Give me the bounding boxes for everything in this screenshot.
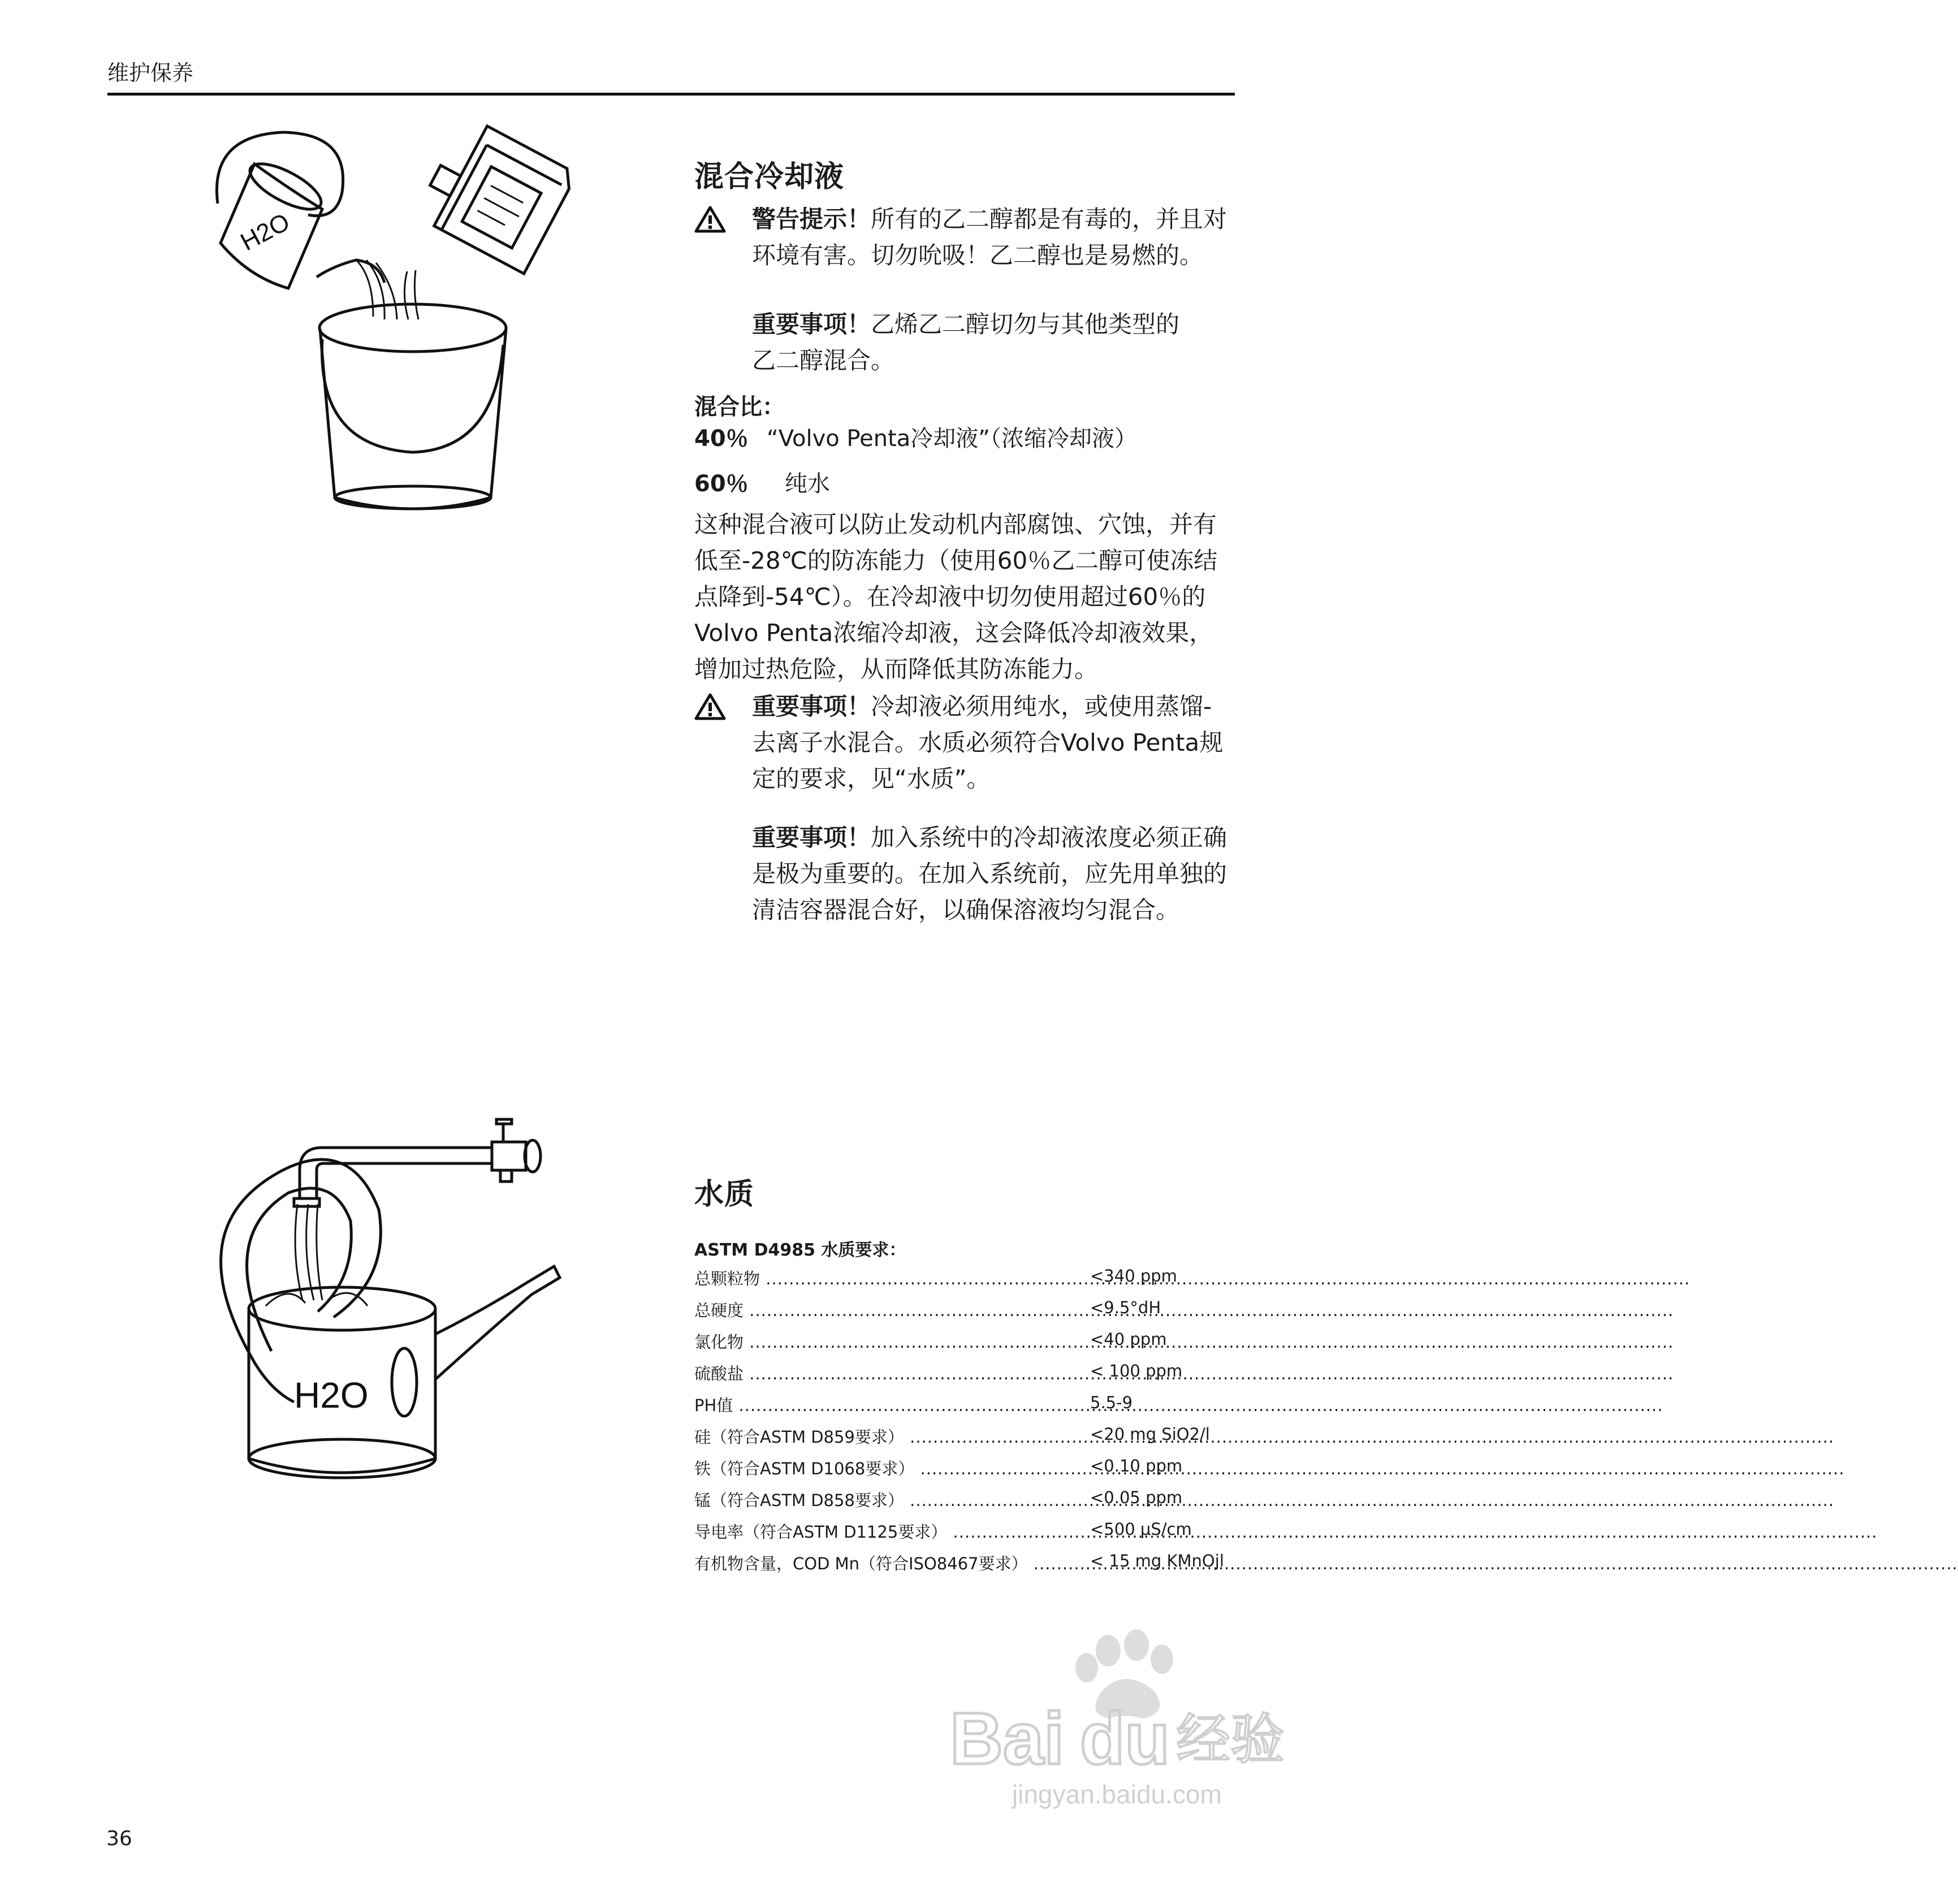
svg-text:Bai: Bai [950,1697,1065,1780]
mix-row-40 [694,421,1137,453]
spec-row [694,1551,1237,1574]
mix-percent-60: 60％ [694,471,749,497]
jug-label: H2O [236,207,295,257]
body-line-2: 低至-28℃的防冻能力（使用60％乙二醇可使冻结 [694,547,1218,574]
warning-line-1: 所有的乙二醇都是有毒的，并且对 [871,205,1227,233]
warning-triangle-icon [694,693,726,720]
body-line-3: 点降到-54℃）。在冷却液中切勿使用超过60％的 [694,583,1206,611]
can-spout [435,1266,560,1379]
warning-line-2: 环境有害。切勿吮吸！乙二醇也是易燃的。 [752,241,1204,269]
spec-value: <20 mg SiO2/l [1090,1425,1210,1444]
header-title: 维护保养 [107,60,194,85]
warning-paragraph [752,201,1227,274]
page-number: 36 [106,1827,132,1850]
spec-row [694,1520,1237,1542]
bucket-rim [319,304,506,352]
can-label: H2O [294,1375,369,1416]
spec-row [694,1393,1237,1416]
coolant-mixing-illustration [187,124,616,531]
spec-value: <0.10 ppm [1090,1456,1183,1475]
bucket-body [320,329,506,509]
spec-label: 铁（符合ASTM D1068要求） ..... [694,1456,1080,1479]
svg-text:经验: 经验 [1176,1708,1285,1771]
spec-value: <40 ppm [1090,1330,1167,1349]
important-1-line-2: 乙二醇混合。 [752,347,895,374]
spec-row [694,1456,1237,1479]
spec-value: < 100 ppm [1090,1361,1183,1381]
spec-row [694,1488,1237,1511]
important-2-line-2: 去离子水混合。水质必须符合Volvo Penta规 [752,729,1224,756]
important-label-1: 重要事项！ [752,310,871,338]
water-stream [295,1204,322,1300]
coolant-section-title: 混合冷却液 [694,160,845,194]
water-quality-title: 水质 [694,1178,755,1211]
body-line-4: Volvo Penta浓缩冷却液，这会降低冷却液效果， [694,619,1213,647]
mix-text-40: “Volvo Penta冷却液”（浓缩冷却液） [767,426,1137,452]
warning-triangle-icon [694,206,726,233]
water-filling-illustration [187,1097,639,1492]
spec-row [694,1266,1237,1289]
important-2-line-3: 定的要求，见“水质”。 [752,765,991,793]
spec-row [694,1425,1237,1447]
body-line-5: 增加过热危险，从而降低其防冻能力。 [694,655,1099,683]
baidu-watermark-logo [939,1628,1285,1809]
spec-value: <500 μS/cm [1090,1520,1192,1539]
important-3-line-1: 加入系统中的冷却液浓度必须正确 [871,824,1227,851]
spec-label: 总硬度 ..... [694,1298,1080,1321]
jug-handle [217,132,343,216]
important-label-2: 重要事项！ [752,693,871,720]
spec-label: 硅（符合ASTM D859要求） ..... [694,1425,1080,1448]
svg-text:du: du [1080,1697,1170,1780]
important-note-2 [752,689,1223,797]
important-1-line-1: 乙烯乙二醇切勿与其他类型的 [871,310,1180,338]
coolant-stream [404,270,418,319]
mix-ratio-label: 混合比： [694,394,785,420]
coolant-bottle [414,115,577,274]
important-2-line-1: 冷却液必须用纯水，或使用蒸馏- [871,693,1212,720]
coolant-body-paragraph [694,507,1217,687]
spec-value: <340 ppm [1090,1266,1177,1286]
warning-label: 警告提示！ [752,205,871,233]
spec-value: <9.5°dH [1090,1298,1161,1317]
spec-label: 总颗粒物 ..... [694,1266,1080,1289]
important-label-3: 重要事项！ [752,824,871,851]
spec-value: <0.05 ppm [1090,1488,1183,1507]
spec-label: 导电率（符合ASTM D1125要求） ..... [694,1520,1080,1543]
important-note-3 [752,820,1227,928]
spec-label: 锰（符合ASTM D858要求） ..... [694,1488,1080,1511]
mix-text-60: 纯水 [785,471,830,497]
important-3-line-2: 是极为重要的。在加入系统前，应先用单独的 [752,860,1227,888]
spec-row [694,1361,1237,1384]
mix-percent-40: 40％ [694,426,749,452]
spec-label: 硫酸盐 ..... [694,1361,1080,1384]
spec-row [694,1330,1237,1352]
header-rule [107,93,1235,96]
important-note-1 [752,306,1179,379]
mix-row-60 [694,466,830,498]
water-spec-title: ASTM D4985 水质要求： [694,1240,906,1260]
bucket-handle [322,339,503,452]
important-3-line-3: 清洁容器混合好，以确保溶液均匀混合。 [752,896,1180,924]
spec-value: 5.5-9 [1090,1393,1133,1412]
spec-label: 有机物含量，COD Mn（符合ISO8467要求） ..... [694,1551,1080,1574]
spec-row [694,1298,1237,1321]
body-line-1: 这种混合液可以防止发动机内部腐蚀、穴蚀，并有 [694,510,1217,538]
spec-label: 氯化物 ..... [694,1330,1080,1353]
spec-label: PH值 ..... [694,1393,1084,1416]
svg-text:jingyan.baidu.com: jingyan.baidu.com [1012,1780,1222,1809]
spec-value: < 15 mg KMnOjl [1090,1551,1224,1570]
